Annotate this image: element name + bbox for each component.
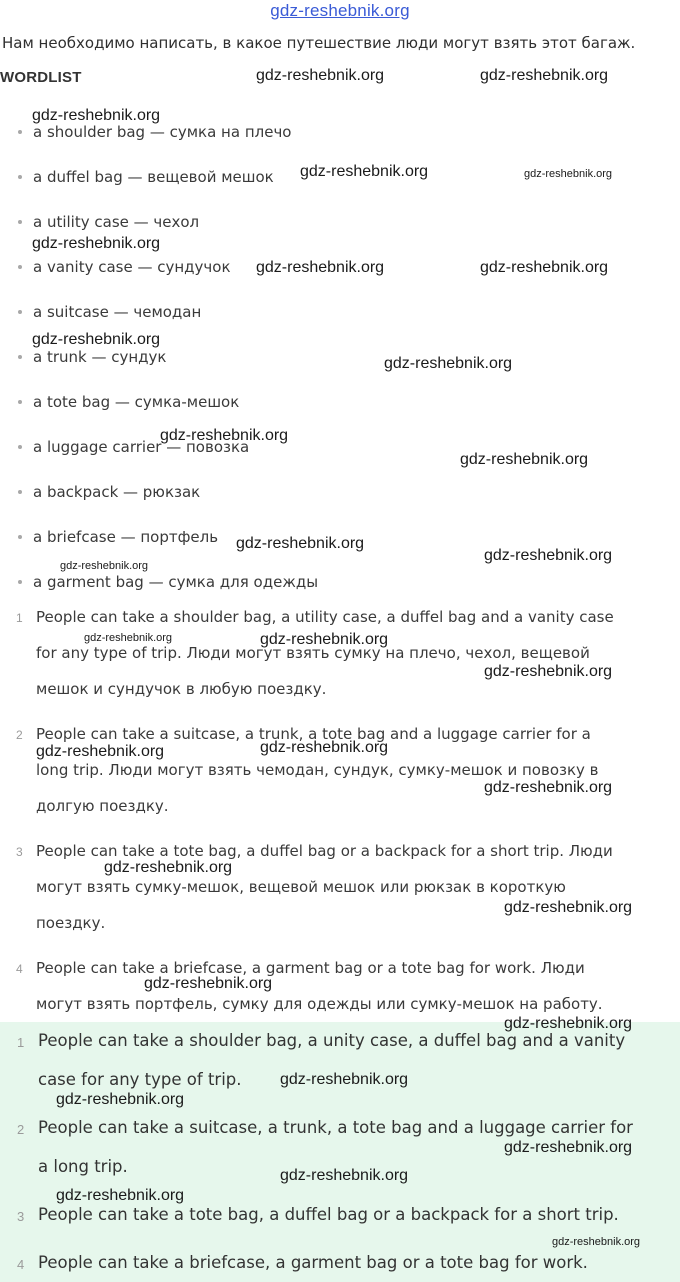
wordlist-item xyxy=(18,168,274,186)
answer-box-number: 4 xyxy=(17,1257,25,1272)
watermark: gdz-reshebnik.org xyxy=(484,663,613,680)
wordlist-item xyxy=(18,123,291,141)
wordlist-item-text: a garment bag — сумка для одежды xyxy=(33,573,319,591)
answer-line: долгую поездку. xyxy=(36,797,169,815)
watermark: gdz-reshebnik.org xyxy=(524,168,613,180)
bullet-icon xyxy=(18,175,22,179)
bullet-icon xyxy=(18,130,22,134)
wordlist-item-text: a luggage carrier — повозка xyxy=(33,438,250,456)
answer-box-number: 3 xyxy=(17,1209,25,1224)
answer-number: 4 xyxy=(16,962,23,976)
watermark: gdz-reshebnik.org xyxy=(504,1015,633,1032)
watermark: gdz-reshebnik.org xyxy=(236,535,365,552)
bullet-icon xyxy=(18,355,22,359)
answer-number: 2 xyxy=(16,728,23,742)
watermark: gdz-reshebnik.org xyxy=(280,1167,409,1184)
watermark: gdz-reshebnik.org xyxy=(56,1091,185,1108)
answer-box-line: People can take a tote bag, a duffel bag or a backpack for a short trip. xyxy=(38,1205,619,1224)
watermark: gdz-reshebnik.org xyxy=(60,560,149,572)
watermark: gdz-reshebnik.org xyxy=(32,107,161,124)
watermark: gdz-reshebnik.org xyxy=(36,743,165,760)
wordlist-item-text: a suitcase — чемодан xyxy=(33,303,202,321)
answer-line: People can take a tote bag, a duffel bag or a backpack for a short trip. Люди xyxy=(36,842,613,860)
bullet-icon xyxy=(18,535,22,539)
answer-box-line: a long trip. xyxy=(38,1157,128,1176)
watermark: gdz-reshebnik.org xyxy=(480,67,609,84)
answer-box-line: People can take a shoulder bag, a unity case, a duffel bag and a vanity xyxy=(38,1031,626,1050)
bullet-icon xyxy=(18,580,22,584)
watermark: gdz-reshebnik.org xyxy=(144,975,273,992)
wordlist-item-text: a tote bag — сумка-мешок xyxy=(33,393,240,411)
wordlist-item xyxy=(18,303,201,321)
wordlist-heading: WORDLIST xyxy=(0,69,82,86)
answer-line: long trip. Люди могут взять чемодан, сундук, сумку-мешок и повозку в xyxy=(36,761,599,779)
watermark: gdz-reshebnik.org xyxy=(32,235,161,252)
watermark: gdz-reshebnik.org xyxy=(384,355,513,372)
watermark: gdz-reshebnik.org xyxy=(280,1071,409,1088)
watermark: gdz-reshebnik.org xyxy=(480,259,609,276)
answer-number: 3 xyxy=(16,845,23,859)
watermark: gdz-reshebnik.org xyxy=(256,259,385,276)
answer-line: People can take a briefcase, a garment bag or a tote bag for work. Люди xyxy=(36,959,585,977)
wordlist-item-text: a utility case — чехол xyxy=(33,213,200,231)
wordlist-item-text: a backpack — рюкзак xyxy=(33,483,201,501)
answer-line: People can take a suitcase, a trunk, a tote bag and a luggage carrier for a xyxy=(36,725,591,743)
wordlist-item-text: a vanity case — сундучок xyxy=(33,258,231,276)
answer-box-number: 2 xyxy=(17,1122,25,1137)
answer-line: могут взять портфель, сумку для одежды или сумку-мешок на работу. xyxy=(36,995,603,1013)
bullet-icon xyxy=(18,445,22,449)
answer-line: People can take a shoulder bag, a utility case, a duffel bag and a vanity case xyxy=(36,608,614,626)
wordlist-item xyxy=(18,483,200,501)
bullet-icon xyxy=(18,400,22,404)
task-intro: Нам необходимо написать, в какое путешествие люди могут взять этот багаж. xyxy=(2,34,636,52)
bullet-icon xyxy=(18,220,22,224)
watermark: gdz-reshebnik.org xyxy=(56,1187,185,1204)
wordlist-item xyxy=(18,573,318,591)
watermark: gdz-reshebnik.org xyxy=(504,1139,633,1156)
watermark: gdz-reshebnik.org xyxy=(484,779,613,796)
wordlist-item-text: a briefcase — портфель xyxy=(33,528,219,546)
answer-line: мешок и сундучок в любую поездку. xyxy=(36,680,327,698)
answer-box-line: People can take a briefcase, a garment bag or a tote bag for work. xyxy=(38,1253,588,1272)
watermark: gdz-reshebnik.org xyxy=(104,859,233,876)
answer-line: for any type of trip. Люди могут взять сумку на плечо, чехол, вещевой xyxy=(36,644,590,662)
watermark: gdz-reshebnik.org xyxy=(552,1236,641,1248)
wordlist-item-text: a trunk — сундук xyxy=(33,348,167,366)
wordlist-item xyxy=(18,258,231,276)
bullet-icon xyxy=(18,265,22,269)
watermark: gdz-reshebnik.org xyxy=(504,899,633,916)
wordlist-item xyxy=(18,528,218,546)
wordlist-item xyxy=(18,393,239,411)
watermark: gdz-reshebnik.org xyxy=(460,451,589,468)
watermark: gdz-reshebnik.org xyxy=(84,632,173,644)
bullet-icon xyxy=(18,310,22,314)
wordlist-item xyxy=(18,213,199,231)
answer-number: 1 xyxy=(16,611,23,625)
answer-line: могут взять сумку-мешок, вещевой мешок или рюкзак в короткую xyxy=(36,878,566,896)
watermark: gdz-reshebnik.org xyxy=(160,427,289,444)
watermark: gdz-reshebnik.org xyxy=(260,739,389,756)
watermark: gdz-reshebnik.org xyxy=(260,631,389,648)
answer-box-line: People can take a suitcase, a trunk, a tote bag and a luggage carrier for xyxy=(38,1118,633,1137)
wordlist-item-text: a shoulder bag — сумка на плечо xyxy=(33,123,292,141)
site-header-link[interactable]: gdz-reshebnik.org xyxy=(270,1,410,20)
bullet-icon xyxy=(18,490,22,494)
wordlist-item xyxy=(18,348,166,366)
watermark: gdz-reshebnik.org xyxy=(32,331,161,348)
answer-line: поездку. xyxy=(36,914,106,932)
answer-box-number: 1 xyxy=(17,1035,25,1050)
watermark: gdz-reshebnik.org xyxy=(256,67,385,84)
answer-box-line: case for any type of trip. xyxy=(38,1070,242,1089)
wordlist-item-text: a duffel bag — вещевой мешок xyxy=(33,168,274,186)
watermark: gdz-reshebnik.org xyxy=(300,163,429,180)
watermark: gdz-reshebnik.org xyxy=(484,547,613,564)
